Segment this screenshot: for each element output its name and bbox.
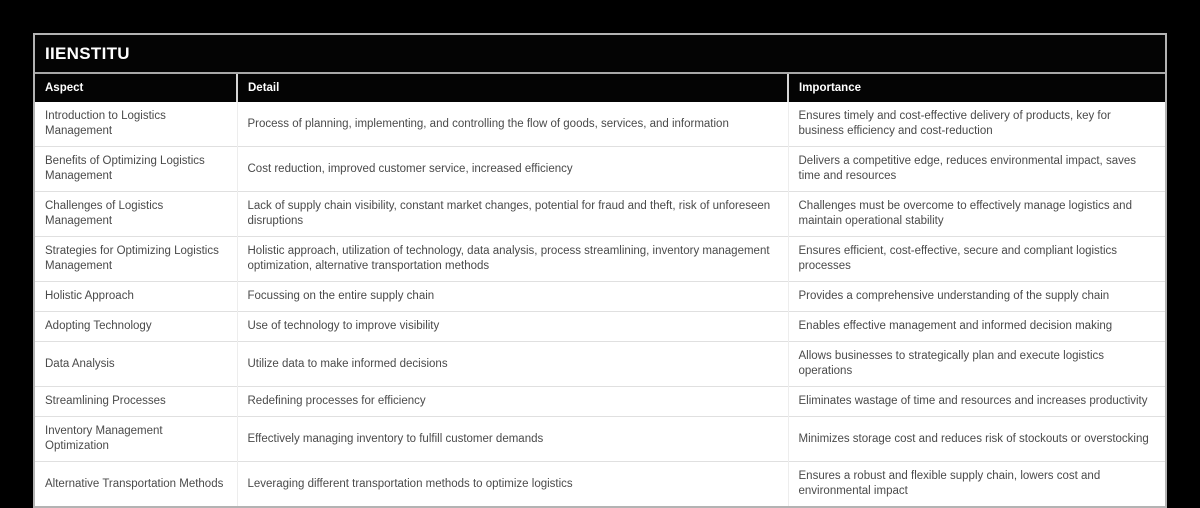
aspect-cell: Adopting Technology [35, 312, 237, 342]
importance-cell: Allows businesses to strategically plan and execute logistics operations [788, 342, 1165, 387]
aspect-cell: Streamlining Processes [35, 387, 237, 417]
aspect-cell: Holistic Approach [35, 282, 237, 312]
importance-cell: Provides a comprehensive understanding of the supply chain [788, 282, 1165, 312]
column-header-aspect: Aspect [35, 74, 237, 102]
aspect-cell: Strategies for Optimizing Logistics Management [35, 237, 237, 282]
column-header-importance: Importance [788, 74, 1165, 102]
table-row [35, 102, 1165, 147]
table-title: IIENSTITU [35, 35, 1165, 74]
table-row [35, 147, 1165, 192]
table-row [35, 417, 1165, 462]
importance-cell: Ensures timely and cost-effective delivery of products, key for business efficiency and cost-reduction [788, 102, 1165, 147]
detail-cell: Focussing on the entire supply chain [237, 282, 788, 312]
table-row [35, 462, 1165, 507]
table-row [35, 192, 1165, 237]
header-row [35, 74, 1165, 102]
importance-cell: Ensures efficient, cost-effective, secure and compliant logistics processes [788, 237, 1165, 282]
detail-cell: Leveraging different transportation methods to optimize logistics [237, 462, 788, 507]
logistics-table-card [33, 33, 1167, 508]
importance-cell: Delivers a competitive edge, reduces environmental impact, saves time and resources [788, 147, 1165, 192]
detail-cell: Cost reduction, improved customer service, increased efficiency [237, 147, 788, 192]
aspect-cell: Benefits of Optimizing Logistics Management [35, 147, 237, 192]
column-header-detail: Detail [237, 74, 788, 102]
aspect-cell: Data Analysis [35, 342, 237, 387]
table-row [35, 282, 1165, 312]
aspect-cell: Introduction to Logistics Management [35, 102, 237, 147]
table-body [35, 102, 1165, 506]
aspect-cell: Challenges of Logistics Management [35, 192, 237, 237]
detail-cell: Redefining processes for efficiency [237, 387, 788, 417]
table-row [35, 312, 1165, 342]
importance-cell: Ensures a robust and flexible supply chain, lowers cost and environmental impact [788, 462, 1165, 507]
detail-cell: Effectively managing inventory to fulfill customer demands [237, 417, 788, 462]
table-row [35, 342, 1165, 387]
importance-cell: Minimizes storage cost and reduces risk of stockouts or overstocking [788, 417, 1165, 462]
detail-cell: Use of technology to improve visibility [237, 312, 788, 342]
detail-cell: Utilize data to make informed decisions [237, 342, 788, 387]
table-header [35, 74, 1165, 102]
aspect-cell: Inventory Management Optimization [35, 417, 237, 462]
detail-cell: Lack of supply chain visibility, constant market changes, potential for fraud and theft, risk of unforeseen disruptions [237, 192, 788, 237]
aspect-cell: Alternative Transportation Methods [35, 462, 237, 507]
logistics-table [35, 74, 1165, 506]
importance-cell: Eliminates wastage of time and resources and increases productivity [788, 387, 1165, 417]
table-row [35, 387, 1165, 417]
detail-cell: Process of planning, implementing, and controlling the flow of goods, services, and information [237, 102, 788, 147]
table-row [35, 237, 1165, 282]
importance-cell: Challenges must be overcome to effectively manage logistics and maintain operational stability [788, 192, 1165, 237]
importance-cell: Enables effective management and informed decision making [788, 312, 1165, 342]
detail-cell: Holistic approach, utilization of technology, data analysis, process streamlining, inventory management optimization, alternative transportation methods [237, 237, 788, 282]
